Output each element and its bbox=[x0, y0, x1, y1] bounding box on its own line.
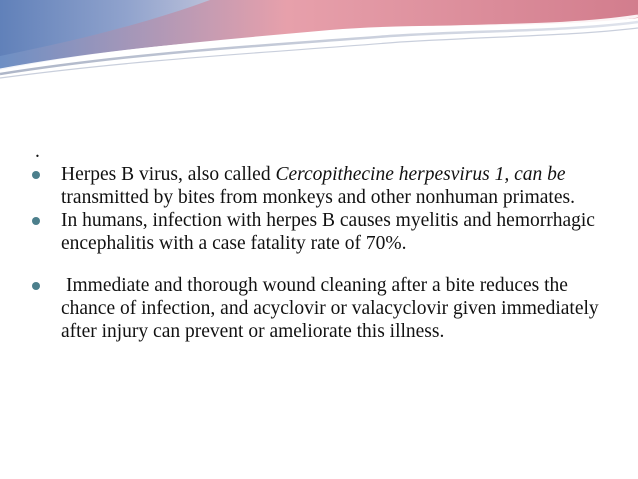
slide-content bbox=[28, 140, 618, 343]
header-wave-decoration bbox=[0, 0, 638, 80]
bullet-text: Herpes B virus, also called bbox=[61, 164, 276, 185]
bullet-text: In humans, infection with herpes B causes myelitis and hemorrhagic encephalitis with a case fatality rate of 70%. bbox=[61, 210, 595, 254]
bullet-dot-icon bbox=[32, 171, 40, 179]
bullet-text: transmitted by bites from monkeys and other nonhuman primates. bbox=[61, 187, 575, 208]
bullet-item bbox=[28, 209, 618, 255]
bullet-item bbox=[28, 163, 618, 209]
bullet-text: Immediate and thorough wound cleaning after a bite reduces the chance of infection, and acyclovir or valacyclovir given immediately after injury can prevent or ameliorate this illness. bbox=[61, 275, 599, 342]
bullet-dot-icon bbox=[32, 217, 40, 225]
bullet-italic-text: Cercopithecine herpesvirus 1, can be bbox=[275, 164, 566, 185]
bullet-dot-icon bbox=[32, 282, 40, 290]
lead-dot: . bbox=[35, 141, 40, 162]
bullet-item bbox=[28, 274, 618, 343]
